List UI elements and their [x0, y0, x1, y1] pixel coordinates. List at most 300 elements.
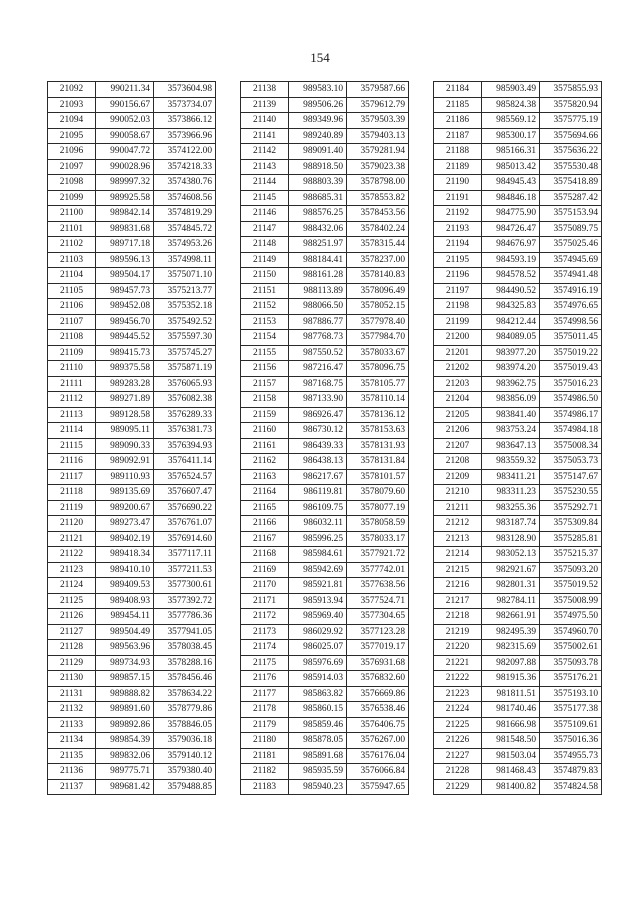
point-id-cell: 21163 — [241, 469, 289, 485]
point-id-cell: 21209 — [434, 469, 482, 485]
point-id-cell: 21133 — [48, 717, 96, 733]
y-coordinate-cell: 3575016.36 — [540, 733, 602, 749]
x-coordinate-cell: 988184.41 — [289, 252, 347, 268]
x-coordinate-cell: 990156.67 — [96, 97, 154, 113]
y-coordinate-cell: 3576381.73 — [154, 423, 216, 439]
point-id-cell: 21118 — [48, 485, 96, 501]
point-id-cell: 21115 — [48, 438, 96, 454]
point-id-cell: 21151 — [241, 283, 289, 299]
table-row — [434, 330, 602, 346]
table-row — [241, 655, 409, 671]
x-coordinate-cell: 987168.75 — [289, 376, 347, 392]
point-id-cell: 21102 — [48, 237, 96, 253]
point-id-cell: 21180 — [241, 733, 289, 749]
table-row — [48, 175, 216, 191]
y-coordinate-cell: 3573604.98 — [154, 82, 216, 98]
point-id-cell: 21105 — [48, 283, 96, 299]
x-coordinate-cell: 983977.20 — [482, 345, 540, 361]
point-id-cell: 21166 — [241, 516, 289, 532]
table-row — [48, 717, 216, 733]
x-coordinate-cell: 981400.82 — [482, 779, 540, 795]
table-row — [241, 717, 409, 733]
point-id-cell: 21097 — [48, 159, 96, 175]
table-row — [434, 438, 602, 454]
x-coordinate-cell: 985878.05 — [289, 733, 347, 749]
point-id-cell: 21141 — [241, 128, 289, 144]
table-row — [434, 779, 602, 795]
point-id-cell: 21169 — [241, 562, 289, 578]
x-coordinate-cell: 983856.09 — [482, 392, 540, 408]
y-coordinate-cell: 3575153.94 — [540, 206, 602, 222]
y-coordinate-cell: 3574941.48 — [540, 268, 602, 284]
point-id-cell: 21185 — [434, 97, 482, 113]
y-coordinate-cell: 3575530.48 — [540, 159, 602, 175]
y-coordinate-cell: 3577524.71 — [347, 593, 409, 609]
x-coordinate-cell: 989892.86 — [96, 717, 154, 733]
y-coordinate-cell: 3574845.72 — [154, 221, 216, 237]
point-id-cell: 21183 — [241, 779, 289, 795]
x-coordinate-cell: 989092.91 — [96, 454, 154, 470]
point-id-cell: 21226 — [434, 733, 482, 749]
table-row — [48, 221, 216, 237]
y-coordinate-cell: 3578453.56 — [347, 206, 409, 222]
point-id-cell: 21112 — [48, 392, 96, 408]
x-coordinate-cell: 981548.50 — [482, 733, 540, 749]
table-row — [241, 361, 409, 377]
point-id-cell: 21152 — [241, 299, 289, 315]
table-row — [241, 221, 409, 237]
x-coordinate-cell: 989457.73 — [96, 283, 154, 299]
x-coordinate-cell: 985996.25 — [289, 531, 347, 547]
table-row — [434, 748, 602, 764]
table-row — [241, 764, 409, 780]
point-id-cell: 21162 — [241, 454, 289, 470]
point-id-cell: 21116 — [48, 454, 96, 470]
y-coordinate-cell: 3575213.77 — [154, 283, 216, 299]
point-id-cell: 21108 — [48, 330, 96, 346]
x-coordinate-cell: 989504.49 — [96, 624, 154, 640]
point-id-cell: 21215 — [434, 562, 482, 578]
x-coordinate-cell: 985935.59 — [289, 764, 347, 780]
table-row — [434, 345, 602, 361]
x-coordinate-cell: 989832.06 — [96, 748, 154, 764]
point-id-cell: 21196 — [434, 268, 482, 284]
y-coordinate-cell: 3578038.45 — [154, 640, 216, 656]
y-coordinate-cell: 3577123.28 — [347, 624, 409, 640]
x-coordinate-cell: 982315.69 — [482, 640, 540, 656]
table-row — [241, 485, 409, 501]
x-coordinate-cell: 983411.21 — [482, 469, 540, 485]
table-row — [241, 97, 409, 113]
point-id-cell: 21147 — [241, 221, 289, 237]
x-coordinate-cell: 986438.13 — [289, 454, 347, 470]
y-coordinate-cell: 3575230.55 — [540, 485, 602, 501]
y-coordinate-cell: 3575820.94 — [540, 97, 602, 113]
table-row — [434, 97, 602, 113]
table-row — [434, 547, 602, 563]
point-id-cell: 21221 — [434, 655, 482, 671]
y-coordinate-cell: 3574986.50 — [540, 392, 602, 408]
x-coordinate-cell: 986109.75 — [289, 500, 347, 516]
table-row — [434, 82, 602, 98]
x-coordinate-cell: 988251.97 — [289, 237, 347, 253]
y-coordinate-cell: 3575002.61 — [540, 640, 602, 656]
y-coordinate-cell: 3578096.49 — [347, 283, 409, 299]
table-row — [48, 748, 216, 764]
point-id-cell: 21214 — [434, 547, 482, 563]
x-coordinate-cell: 984089.05 — [482, 330, 540, 346]
y-coordinate-cell: 3578096.75 — [347, 361, 409, 377]
table-row — [48, 392, 216, 408]
table-row — [434, 624, 602, 640]
y-coordinate-cell: 3575071.10 — [154, 268, 216, 284]
table-row — [434, 407, 602, 423]
point-id-cell: 21121 — [48, 531, 96, 547]
point-id-cell: 21093 — [48, 97, 96, 113]
table-row — [48, 655, 216, 671]
table-row — [434, 376, 602, 392]
table-row — [241, 283, 409, 299]
y-coordinate-cell: 3578058.59 — [347, 516, 409, 532]
point-id-cell: 21203 — [434, 376, 482, 392]
x-coordinate-cell: 985863.82 — [289, 686, 347, 702]
x-coordinate-cell: 989375.58 — [96, 361, 154, 377]
point-id-cell: 21229 — [434, 779, 482, 795]
y-coordinate-cell: 3574916.19 — [540, 283, 602, 299]
point-id-cell: 21095 — [48, 128, 96, 144]
table-row — [434, 764, 602, 780]
page-number: 154 — [310, 50, 330, 65]
table-row — [241, 407, 409, 423]
point-id-cell: 21195 — [434, 252, 482, 268]
table-row — [434, 423, 602, 439]
point-id-cell: 21217 — [434, 593, 482, 609]
table-row — [48, 159, 216, 175]
point-id-cell: 21170 — [241, 578, 289, 594]
x-coordinate-cell: 989454.11 — [96, 609, 154, 625]
x-coordinate-cell: 989831.68 — [96, 221, 154, 237]
point-id-cell: 21150 — [241, 268, 289, 284]
table-row — [241, 640, 409, 656]
point-id-cell: 21218 — [434, 609, 482, 625]
y-coordinate-cell: 3575287.42 — [540, 190, 602, 206]
y-coordinate-cell: 3575597.30 — [154, 330, 216, 346]
point-id-cell: 21099 — [48, 190, 96, 206]
y-coordinate-cell: 3577392.72 — [154, 593, 216, 609]
point-id-cell: 21096 — [48, 144, 96, 160]
y-coordinate-cell: 3574879.83 — [540, 764, 602, 780]
table-row — [241, 423, 409, 439]
x-coordinate-cell: 984846.18 — [482, 190, 540, 206]
y-coordinate-cell: 3579023.38 — [347, 159, 409, 175]
y-coordinate-cell: 3576065.93 — [154, 376, 216, 392]
y-coordinate-cell: 3576411.14 — [154, 454, 216, 470]
table-row — [434, 454, 602, 470]
table-row — [241, 128, 409, 144]
y-coordinate-cell: 3578105.77 — [347, 376, 409, 392]
y-coordinate-cell: 3575019.52 — [540, 578, 602, 594]
y-coordinate-cell: 3578136.12 — [347, 407, 409, 423]
table-row — [241, 779, 409, 795]
point-id-cell: 21109 — [48, 345, 96, 361]
x-coordinate-cell: 985942.69 — [289, 562, 347, 578]
table-row — [48, 113, 216, 129]
y-coordinate-cell: 3576931.68 — [347, 655, 409, 671]
y-coordinate-cell: 3577984.70 — [347, 330, 409, 346]
x-coordinate-cell: 988576.25 — [289, 206, 347, 222]
table-row — [241, 314, 409, 330]
table-row — [434, 686, 602, 702]
point-id-cell: 21092 — [48, 82, 96, 98]
table-row — [434, 655, 602, 671]
table-row — [241, 702, 409, 718]
point-id-cell: 21158 — [241, 392, 289, 408]
point-id-cell: 21202 — [434, 361, 482, 377]
y-coordinate-cell: 3574960.70 — [540, 624, 602, 640]
y-coordinate-cell: 3575871.19 — [154, 361, 216, 377]
point-id-cell: 21198 — [434, 299, 482, 315]
table-row — [434, 190, 602, 206]
table-row — [241, 252, 409, 268]
x-coordinate-cell: 983841.40 — [482, 407, 540, 423]
y-coordinate-cell: 3579380.40 — [154, 764, 216, 780]
table-row — [241, 175, 409, 191]
point-id-cell: 21213 — [434, 531, 482, 547]
x-coordinate-cell: 983311.23 — [482, 485, 540, 501]
point-id-cell: 21146 — [241, 206, 289, 222]
point-id-cell: 21208 — [434, 454, 482, 470]
table-row — [241, 159, 409, 175]
table-row — [48, 82, 216, 98]
x-coordinate-cell: 985013.42 — [482, 159, 540, 175]
point-id-cell: 21190 — [434, 175, 482, 191]
x-coordinate-cell: 989091.40 — [289, 144, 347, 160]
x-coordinate-cell: 983187.74 — [482, 516, 540, 532]
x-coordinate-cell: 989857.15 — [96, 671, 154, 687]
y-coordinate-cell: 3578140.83 — [347, 268, 409, 284]
x-coordinate-cell: 985914.03 — [289, 671, 347, 687]
table-row — [241, 144, 409, 160]
y-coordinate-cell: 3575008.99 — [540, 593, 602, 609]
x-coordinate-cell: 983255.36 — [482, 500, 540, 516]
point-id-cell: 21153 — [241, 314, 289, 330]
point-id-cell: 21164 — [241, 485, 289, 501]
x-coordinate-cell: 981915.36 — [482, 671, 540, 687]
point-id-cell: 21193 — [434, 221, 482, 237]
point-id-cell: 21182 — [241, 764, 289, 780]
point-id-cell: 21179 — [241, 717, 289, 733]
point-id-cell: 21178 — [241, 702, 289, 718]
point-id-cell: 21189 — [434, 159, 482, 175]
x-coordinate-cell: 990052.03 — [96, 113, 154, 129]
table-row — [48, 516, 216, 532]
y-coordinate-cell: 3577978.40 — [347, 314, 409, 330]
x-coordinate-cell: 984593.19 — [482, 252, 540, 268]
point-id-cell: 21148 — [241, 237, 289, 253]
x-coordinate-cell: 990028.96 — [96, 159, 154, 175]
table-row — [434, 299, 602, 315]
x-coordinate-cell: 989408.93 — [96, 593, 154, 609]
y-coordinate-cell: 3575147.67 — [540, 469, 602, 485]
y-coordinate-cell: 3579036.18 — [154, 733, 216, 749]
point-id-cell: 21126 — [48, 609, 96, 625]
point-id-cell: 21129 — [48, 655, 96, 671]
x-coordinate-cell: 981740.46 — [482, 702, 540, 718]
point-id-cell: 21142 — [241, 144, 289, 160]
point-id-cell: 21187 — [434, 128, 482, 144]
table-row — [241, 624, 409, 640]
table-row — [48, 330, 216, 346]
point-id-cell: 21220 — [434, 640, 482, 656]
point-id-cell: 21228 — [434, 764, 482, 780]
point-id-cell: 21186 — [434, 113, 482, 129]
y-coordinate-cell: 3578846.05 — [154, 717, 216, 733]
y-coordinate-cell: 3574218.33 — [154, 159, 216, 175]
point-id-cell: 21204 — [434, 392, 482, 408]
x-coordinate-cell: 983647.13 — [482, 438, 540, 454]
point-id-cell: 21223 — [434, 686, 482, 702]
table-row — [434, 500, 602, 516]
x-coordinate-cell: 984578.52 — [482, 268, 540, 284]
x-coordinate-cell: 989717.18 — [96, 237, 154, 253]
point-id-cell: 21173 — [241, 624, 289, 640]
point-id-cell: 21128 — [48, 640, 96, 656]
point-id-cell: 21136 — [48, 764, 96, 780]
x-coordinate-cell: 985921.81 — [289, 578, 347, 594]
table-row — [241, 748, 409, 764]
x-coordinate-cell: 985569.12 — [482, 113, 540, 129]
x-coordinate-cell: 986119.81 — [289, 485, 347, 501]
x-coordinate-cell: 985860.15 — [289, 702, 347, 718]
x-coordinate-cell: 989090.33 — [96, 438, 154, 454]
x-coordinate-cell: 987133.90 — [289, 392, 347, 408]
point-id-cell: 21225 — [434, 717, 482, 733]
x-coordinate-cell: 987768.73 — [289, 330, 347, 346]
table-row — [241, 190, 409, 206]
y-coordinate-cell: 3576538.46 — [347, 702, 409, 718]
y-coordinate-cell: 3574608.56 — [154, 190, 216, 206]
y-coordinate-cell: 3575855.93 — [540, 82, 602, 98]
y-coordinate-cell: 3578456.46 — [154, 671, 216, 687]
table-row — [434, 283, 602, 299]
y-coordinate-cell: 3575011.45 — [540, 330, 602, 346]
x-coordinate-cell: 989110.93 — [96, 469, 154, 485]
point-id-cell: 21125 — [48, 593, 96, 609]
point-id-cell: 21181 — [241, 748, 289, 764]
x-coordinate-cell: 989504.17 — [96, 268, 154, 284]
point-id-cell: 21094 — [48, 113, 96, 129]
table-row — [48, 469, 216, 485]
point-id-cell: 21160 — [241, 423, 289, 439]
x-coordinate-cell: 985940.23 — [289, 779, 347, 795]
y-coordinate-cell: 3574945.69 — [540, 252, 602, 268]
table-row — [241, 578, 409, 594]
y-coordinate-cell: 3576082.38 — [154, 392, 216, 408]
table-row — [434, 671, 602, 687]
y-coordinate-cell: 3578131.84 — [347, 454, 409, 470]
x-coordinate-cell: 988066.50 — [289, 299, 347, 315]
x-coordinate-cell: 989349.96 — [289, 113, 347, 129]
x-coordinate-cell: 989681.42 — [96, 779, 154, 795]
x-coordinate-cell: 989888.82 — [96, 686, 154, 702]
point-id-cell: 21106 — [48, 299, 96, 315]
point-id-cell: 21113 — [48, 407, 96, 423]
y-coordinate-cell: 3574953.26 — [154, 237, 216, 253]
point-id-cell: 21227 — [434, 748, 482, 764]
x-coordinate-cell: 984945.43 — [482, 175, 540, 191]
point-id-cell: 21188 — [434, 144, 482, 160]
point-id-cell: 21137 — [48, 779, 96, 795]
y-coordinate-cell: 3575193.10 — [540, 686, 602, 702]
table-row — [241, 82, 409, 98]
x-coordinate-cell: 985300.17 — [482, 128, 540, 144]
y-coordinate-cell: 3575285.81 — [540, 531, 602, 547]
point-id-cell: 21135 — [48, 748, 96, 764]
point-id-cell: 21201 — [434, 345, 482, 361]
coordinate-table-left — [47, 81, 216, 795]
table-row — [48, 423, 216, 439]
table-row — [48, 640, 216, 656]
x-coordinate-cell: 989583.10 — [289, 82, 347, 98]
y-coordinate-cell: 3578779.86 — [154, 702, 216, 718]
table-row — [241, 686, 409, 702]
y-coordinate-cell: 3578553.82 — [347, 190, 409, 206]
y-coordinate-cell: 3574984.18 — [540, 423, 602, 439]
y-coordinate-cell: 3573966.96 — [154, 128, 216, 144]
y-coordinate-cell: 3575418.89 — [540, 175, 602, 191]
table-row — [241, 562, 409, 578]
x-coordinate-cell: 987886.77 — [289, 314, 347, 330]
x-coordinate-cell: 985984.61 — [289, 547, 347, 563]
y-coordinate-cell: 3573866.12 — [154, 113, 216, 129]
table-row — [48, 407, 216, 423]
x-coordinate-cell: 990211.34 — [96, 82, 154, 98]
table-row — [48, 562, 216, 578]
point-id-cell: 21212 — [434, 516, 482, 532]
y-coordinate-cell: 3574986.17 — [540, 407, 602, 423]
table-row — [48, 345, 216, 361]
y-coordinate-cell: 3575215.37 — [540, 547, 602, 563]
x-coordinate-cell: 988803.39 — [289, 175, 347, 191]
x-coordinate-cell: 989506.26 — [289, 97, 347, 113]
table-row — [241, 113, 409, 129]
y-coordinate-cell: 3575352.18 — [154, 299, 216, 315]
table-row — [48, 438, 216, 454]
y-coordinate-cell: 3575053.73 — [540, 454, 602, 470]
y-coordinate-cell: 3579281.94 — [347, 144, 409, 160]
x-coordinate-cell: 985891.68 — [289, 748, 347, 764]
y-coordinate-cell: 3578315.44 — [347, 237, 409, 253]
y-coordinate-cell: 3575636.22 — [540, 144, 602, 160]
x-coordinate-cell: 989271.89 — [96, 392, 154, 408]
table-row — [434, 562, 602, 578]
table-row — [48, 268, 216, 284]
x-coordinate-cell: 988113.89 — [289, 283, 347, 299]
x-coordinate-cell: 986025.07 — [289, 640, 347, 656]
y-coordinate-cell: 3579403.13 — [347, 128, 409, 144]
y-coordinate-cell: 3578798.00 — [347, 175, 409, 191]
point-id-cell: 21144 — [241, 175, 289, 191]
table-row — [48, 299, 216, 315]
y-coordinate-cell: 3575947.65 — [347, 779, 409, 795]
point-id-cell: 21210 — [434, 485, 482, 501]
table-row — [241, 206, 409, 222]
y-coordinate-cell: 3576669.86 — [347, 686, 409, 702]
x-coordinate-cell: 981468.43 — [482, 764, 540, 780]
x-coordinate-cell: 989273.47 — [96, 516, 154, 532]
y-coordinate-cell: 3577019.17 — [347, 640, 409, 656]
table-row — [241, 392, 409, 408]
